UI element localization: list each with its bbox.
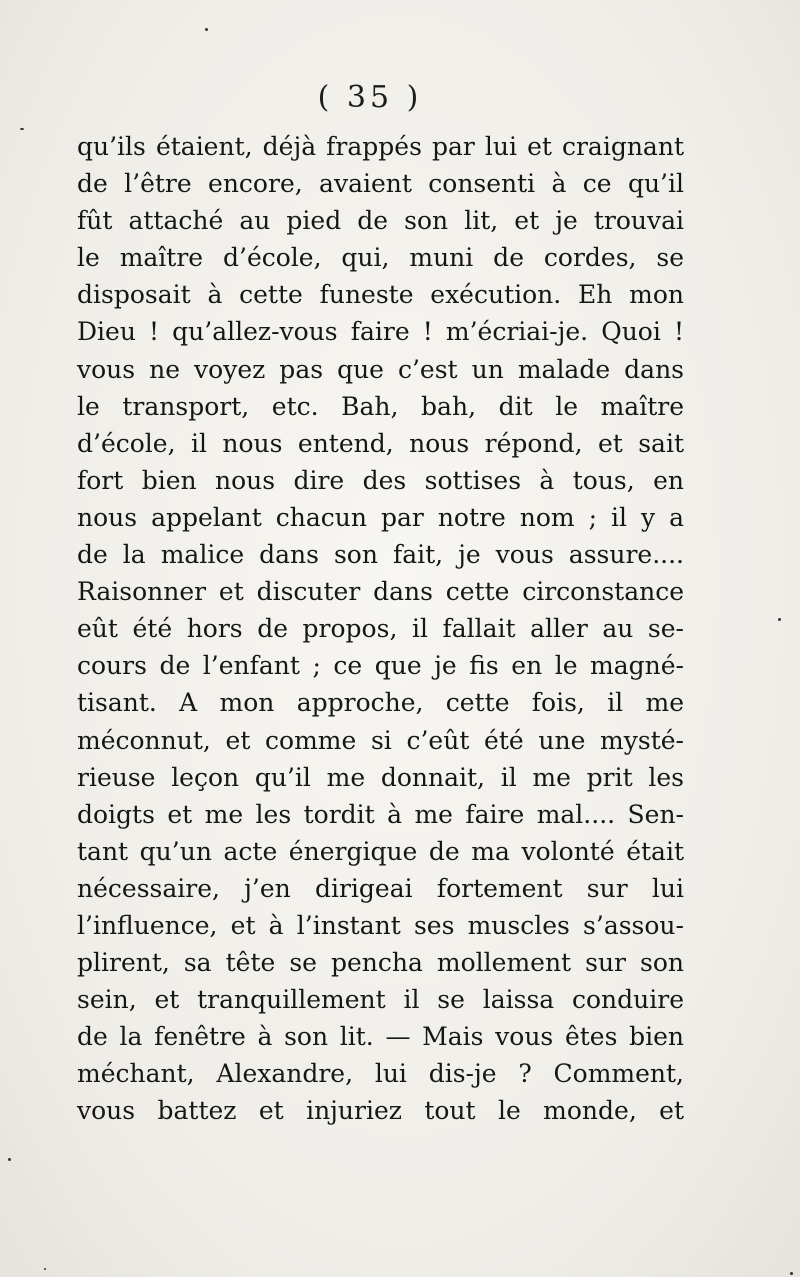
text-line: nécessaire, j’en dirigeai fortement sur lui <box>77 873 684 903</box>
paper-speck <box>205 28 208 31</box>
text-line: nous appelant chacun par notre nom ; il y a <box>77 502 684 532</box>
paper-speck <box>778 618 781 621</box>
paper-speck <box>20 128 24 130</box>
text-line: d’école, il nous entend, nous répond, et sait <box>77 428 684 458</box>
text-line: de l’être encore, avaient consenti à ce qu’il <box>77 169 684 199</box>
text-line: Dieu ! qu’allez-vous faire ! m’écriai-je. Quoi ! <box>77 317 684 347</box>
text-line: cours de l’enfant ; ce que je fis en le magné- <box>77 651 684 681</box>
text-line: le maître d’école, qui, muni de cordes, se <box>77 243 684 273</box>
text-line: vous battez et injuriez tout le monde, et <box>77 1096 684 1126</box>
body-text <box>77 128 684 1130</box>
text-line: vous ne voyez pas que c’est un malade dans <box>77 354 684 384</box>
text-line: doigts et me les tordit à me faire mal.... Sen- <box>77 799 684 829</box>
text-line: plirent, sa tête se pencha mollement sur son <box>77 948 684 978</box>
text-line: de la fenêtre à son lit. — Mais vous êtes bien <box>77 1022 684 1052</box>
paper-speck <box>8 1158 11 1161</box>
text-line: eût été hors de propos, il fallait aller au se- <box>77 614 684 644</box>
text-line: méconnut, et comme si c’eût été une mysté- <box>77 725 684 755</box>
page-number: ( 35 ) <box>317 80 423 115</box>
text-line: fût attaché au pied de son lit, et je trouvai <box>77 206 684 236</box>
text-line: tisant. A mon approche, cette fois, il me <box>77 688 684 718</box>
text-line: fort bien nous dire des sottises à tous, en <box>77 465 684 495</box>
text-line: disposait à cette funeste exécution. Eh mon <box>77 280 684 310</box>
text-line: sein, et tranquillement il se laissa conduire <box>77 985 684 1015</box>
text-line: méchant, Alexandre, lui dis-je ? Comment, <box>77 1059 684 1089</box>
text-line: rieuse leçon qu’il me donnait, il me prit les <box>77 762 684 792</box>
text-line: le transport, etc. Bah, bah, dit le maître <box>77 391 684 421</box>
text-line: Raisonner et discuter dans cette circonstance <box>77 577 684 607</box>
text-line: l’influence, et à l’instant ses muscles s’assou- <box>77 910 684 940</box>
paper-speck <box>790 1272 793 1275</box>
paper-speck <box>44 1268 46 1270</box>
text-line: qu’ils étaient, déjà frappés par lui et craignant <box>77 132 684 161</box>
text-line: tant qu’un acte énergique de ma volonté était <box>77 836 684 866</box>
text-line: de la malice dans son fait, je vous assure.... <box>77 540 684 570</box>
